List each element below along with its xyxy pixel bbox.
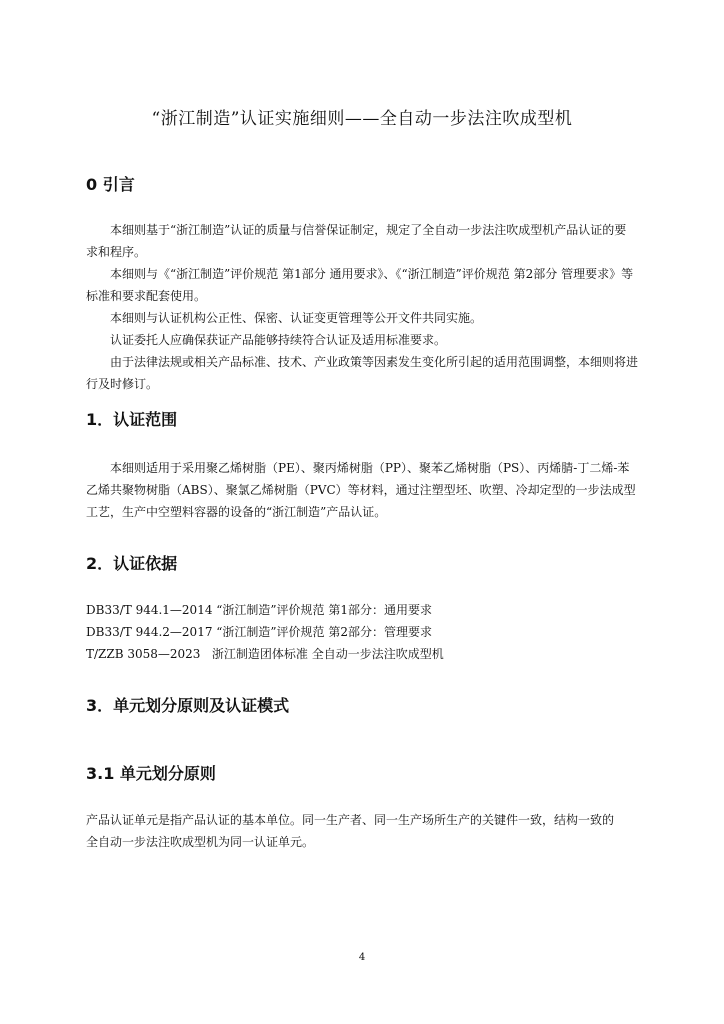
section-heading-unit-principle: 3.1 单元划分原则 bbox=[86, 764, 216, 783]
standard-item: DB33/T 944.1—2014 “浙江制造”评价规范 第1部分：通用要求 bbox=[86, 603, 432, 617]
section-heading-basis: 2．认证依据 bbox=[86, 554, 178, 573]
intro-body bbox=[86, 219, 638, 395]
section-heading-scope: 1．认证范围 bbox=[86, 410, 178, 429]
page-number: 4 bbox=[358, 952, 366, 963]
basis-list bbox=[86, 599, 444, 665]
scope-body bbox=[86, 457, 638, 523]
intro-paragraph: 本细则基于“浙江制造”认证的质量与信誉保证制定，规定了全自动一步法注吹成型机产品认证的要求和程序。 bbox=[86, 223, 627, 259]
intro-paragraph: 认证委托人应确保获证产品能够持续符合认证及适用标准要求。 bbox=[110, 333, 447, 347]
unit-principle-paragraph: 产品认证单元是指产品认证的基本单位。同一生产者、同一生产场所生产的关键件一致，结构一致的全自动一步法注吹成型机为同一认证单元。 bbox=[86, 813, 615, 849]
scope-paragraph: 本细则适用于采用聚乙烯树脂（PE）、聚丙烯树脂（PP）、聚苯乙烯树脂（PS）、丙烯腈-丁二烯-苯乙烯共聚物树脂（ABS）、聚氯乙烯树脂（PVC）等材料，通过注塑型坯、吹塑、冷却定型的一步法成型 工艺，生产中空塑料容器的设备的“浙江制造”产品认证。 bbox=[86, 461, 636, 519]
section-heading-unit: 3．单元划分原则及认证模式 bbox=[86, 696, 290, 715]
document-title: “浙江制造”认证实施细则——全自动一步法注吹成型机 bbox=[151, 109, 573, 129]
standard-item: T/ZZB 3058—2023 浙江制造团体标准 全自动一步法注吹成型机 bbox=[86, 647, 444, 661]
section-heading-intro: 0 引言 bbox=[86, 175, 135, 194]
standard-item: DB33/T 944.2—2017 “浙江制造”评价规范 第2部分：管理要求 bbox=[86, 625, 432, 639]
intro-paragraph: 本细则与《“浙江制造”评价规范 第1部分 通用要求》、《“浙江制造”评价规范 第2部分 管理要求》等标准和要求配套使用。 bbox=[86, 267, 634, 303]
unit-principle-body bbox=[86, 809, 616, 853]
intro-paragraph: 由于法律法规或相关产品标准、技术、产业政策等因素发生变化所引起的适用范围调整，本细则将进行及时修订。 bbox=[86, 355, 639, 391]
intro-paragraph: 本细则与认证机构公正性、保密、认证变更管理等公开文件共同实施。 bbox=[110, 311, 483, 325]
